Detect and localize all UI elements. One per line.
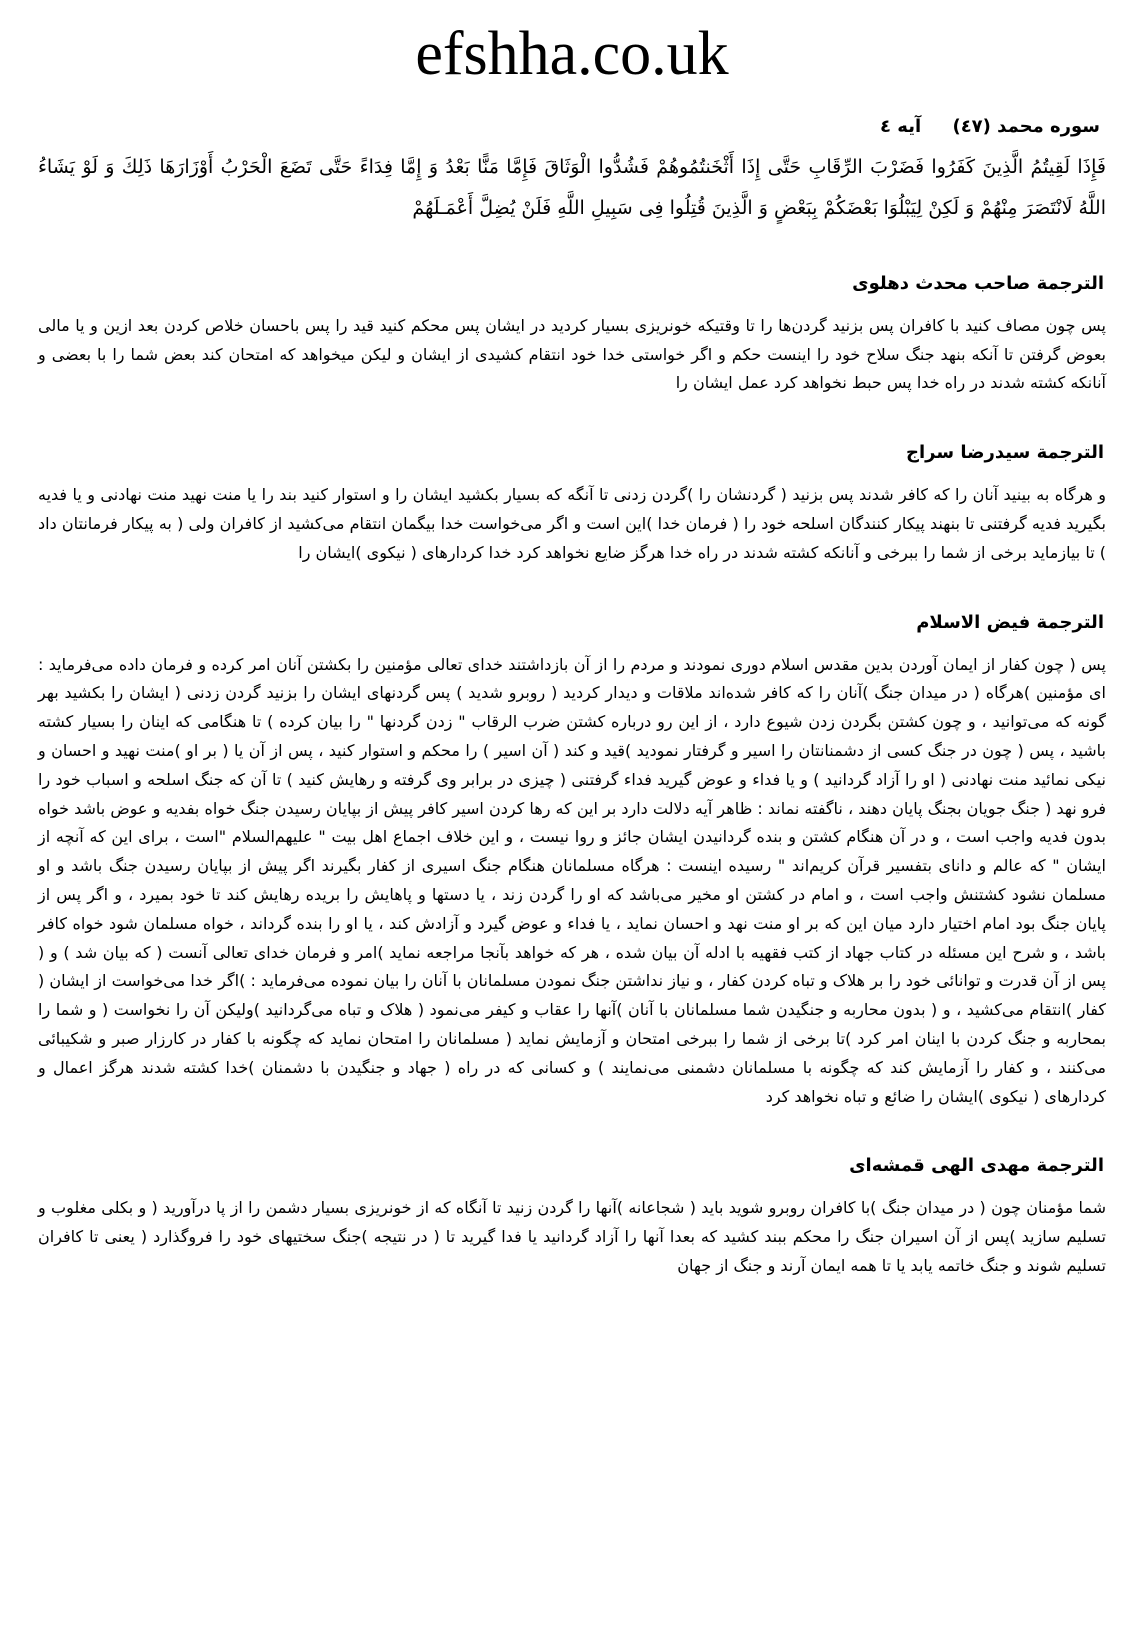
document-page <box>0 20 1144 1281</box>
quran-verse-arabic: فَإِذَا لَقِيتُمُ الَّذِينَ كَفَرُوا فَضَرْبَ الرِّقَابِ حَتَّى إِذَا أَثْخَنتُمُوهُمْ فَشُدُّوا الْوَثَاقَ فَإِمَّا مَنًّا بَعْدُ وَ إِمَّا فِدَاءً حَتَّى تَضَعَ الْحَرْبُ أَوْزَارَهَا ذَلِكَ وَ لَوْ يَشَاءُ اللَّهُ لَانْتَصَرَ مِنْهُمْ وَ لَكِنْ لِيَبْلُوَا بَعْضَكُمْ بِبَعْضٍ وَ الَّذِينَ قُتِلُوا فِى سَبِيلِ اللَّهِ فَلَنْ يُضِلَّ أَعْمَـلَهُمْ <box>38 156 1106 220</box>
translation-heading-elahi-qomshei: الترجمة مهدی الهی قمشه‌ای <box>849 1155 1104 1177</box>
translation-text-saraj: و هرگاه به بینید آنان را که کافر شدند پس بزنید ( گردنشان را )گردن زدنی تا آنگه که بسیار بکشید ایشان را و استوار کنید بند را یا منت نهید منت نهادنی و یا فدیه بگیرید فدیه گرفتنی تا بنهند پیکار کنندگان اسلحه خود را ( فرمان خدا )این است و اگر می‌خواست خدا بیگمان انتقام می‌کشید از کافران ولی ( به پیکار فرمانتان داد ) تا بیازماید برخی از شما را ببرخی و آنانکه کشته شدند در راه خدا هرگز ضایع نخواهد کرد خدا کردارهای ( نیکوی )ایشان را <box>38 485 1106 562</box>
translation-text-elahi-qomshei: شما مؤمنان چون ( در میدان جنگ )با کافران روبرو شوید باید ( شجاعانه )آنها را گردن زنید تا آنگاه که از خونریزی بسیار دشمن را از پا درآورید ( و بکلی مغلوب و تسلیم سازید )پس از آن اسیران جنگ را محکم ببند کشید که بعدا آنها را آزاد گردانید یا فدا گیرید تا ( در نتیجه )جنگ سختیهای خود را فروگذارد ( یعنی تا کافران تسلیم شوند و جنگ خاتمه یابد یا تا همه ایمان آرند و جنگ از جهان <box>38 1198 1106 1275</box>
translation-heading-dehlavi: الترجمة صاحب محدث دهلوی <box>852 272 1104 294</box>
translation-section-feyz-al-islam <box>38 612 1106 1112</box>
surah-ayah-header: سوره محمد (٤٧) آیه ٤ <box>880 116 1100 138</box>
translation-text-dehlavi: پس چون مصاف کنید با کافران پس بزنید گردن‌ها را تا وقتیکه خونریزی بسیار کردید در ایشان پس محکم کنید قید را پس باحسان خلاص کردن بعد ازین و یا مالی بعوض گرفتن تا آنکه بنهد جنگ سلاح خود را اینست حکم و اگر خواستی خدا خود انتقام کشیدی از ایشان و لیکن میخواهد که امتحان کند بعض شما را با بعضی و آنانکه کشته شدند در راه خدا پس حبط نخواهد کرد عمل ایشان را <box>38 315 1106 393</box>
site-title: efshha.co.uk <box>415 20 729 88</box>
translation-section-dehlavi <box>38 273 1106 398</box>
translation-section-elahi-qomshei <box>38 1155 1106 1280</box>
translation-text-feyz-al-islam: پس ( چون کفار از ایمان آوردن بدین مقدس اسلام دوری نمودند و مردم را از آن بازداشتند خدای تعالی مؤمنین را بکشتن آنان امر کرده و فرمان داده می‌فرماید : ای مؤمنین )هرگاه ( در میدان جنگ )آنان را که کافر شده‌اند ملاقات و دیدار کردید ( روبرو شدید ) پس گردنهای ایشان را بزنید گردن زدنی ( ایشان را بکشید بهر گونه که می‌توانید ، و چون کشتن بگردن زدن شیوع دارد ، از این رو درباره کشتن ضرب الرقاب " زدن گردنها " را بیان کرده ) تا هنگامی که اینان را بسیار کشته باشید ، پس ( چون در جنگ کسی از دشمنانتان را اسیر و گرفتار نمودید )قید و کند ( آن اسیر ) را محکم و استوار کنید ، پس از آن یا ( بر او )منت نهید و احسان و نیکی نمائید منت نهادنی ( او را آزاد گردانید ) و یا فداء و عوض گیرید فداء گرفتنی ( چیزی در برابر وی گرفته و رهایش کنید ) تا آن که جنگ اسلحه و اسباب خود را فرو نهد ( جنگ جویان بجنگ پایان دهند ، ناگفته نماند : ظاهر آیه دلالت دارد بر این که رها کردن اسیر کافر پیش از بپایان رسیدن جنگ خواه بفدیه و عوض باشد خواه بدون فدیه واجب است ، و در آن هنگام کشتن و بنده گردانیدن ایشان جائز و روا نیست ، و این خلاف اجماع اهل بیت " علیهم‌السلام "است ، برای این که آنچه از ایشان " که عالم و دانای بتفسیر قرآن کریم‌اند " رسیده اینست : هرگاه مسلمانان هنگام جنگ اسیری از کفار بگیرند اگر پیش از بپایان رسیدن جنگ باشد و او مسلمان نشود کشتنش واجب است ، و امام در کشتن او مخیر می‌باشد که او را گردن زند ، یا دستها و پاهایش را بریده رهایش کند تا خود بمیرد ، و اگر پس از پایان جنگ بود امام اختیار دارد میان این که بر او منت نهد و احسان نماید ، یا فداء و عوض گیرد و آزادش کند ، یا او را بنده گرداند ، خواه مسلمان شود خواه کافر باشد ، و شرح این مسئله در کتاب جهاد از کتب فقهیه با ادله آن بیان شده ، هر که خواهد بآنجا مراجعه نماید )امر و فرمان خدای تعالی آنست ( که بیان شد ) و ( پس از آن قدرت و توانائی خود را بر هلاک و تباه کردن کفار ، و نیاز نداشتن جنگ نمودن مسلمانان با آنان را بیان نموده می‌فرماید : )اگر خدا می‌خواست از ایشان ( کفار )انتقام می‌کشید ، و ( بدون محاربه و جنگیدن شما مسلمانان با آنان )آنها را عقاب و کیفر می‌نمود ( هلاک و تباه می‌گردانید )ولیکن آن را نخواست ( و شما را بمحاربه و جنگ کردن با اینان امر کرد )تا برخی از شما را ببرخی امتحان و آزمایش نماید ( مسلمانان را امتحان نماید که چگونه با کفار در کارزار صبر و شکیبائی می‌کنند ، و کفار را آزمایش کند که چگونه با مسلمانان دشمنی می‌نمایند ) و کسانی که در راه ( جهاد و جنگیدن با دشمنان )خدا کشته شدند هرگز اعمال و کردارهای ( نیکوی )ایشان را ضائع و تباه نخواهد کرد <box>38 654 1106 1106</box>
translation-section-saraj <box>38 442 1106 567</box>
translation-heading-saraj: الترجمة سیدرضا سراج <box>906 442 1104 464</box>
translation-heading-feyz-al-islam: الترجمة فیض الاسلام <box>916 611 1104 633</box>
